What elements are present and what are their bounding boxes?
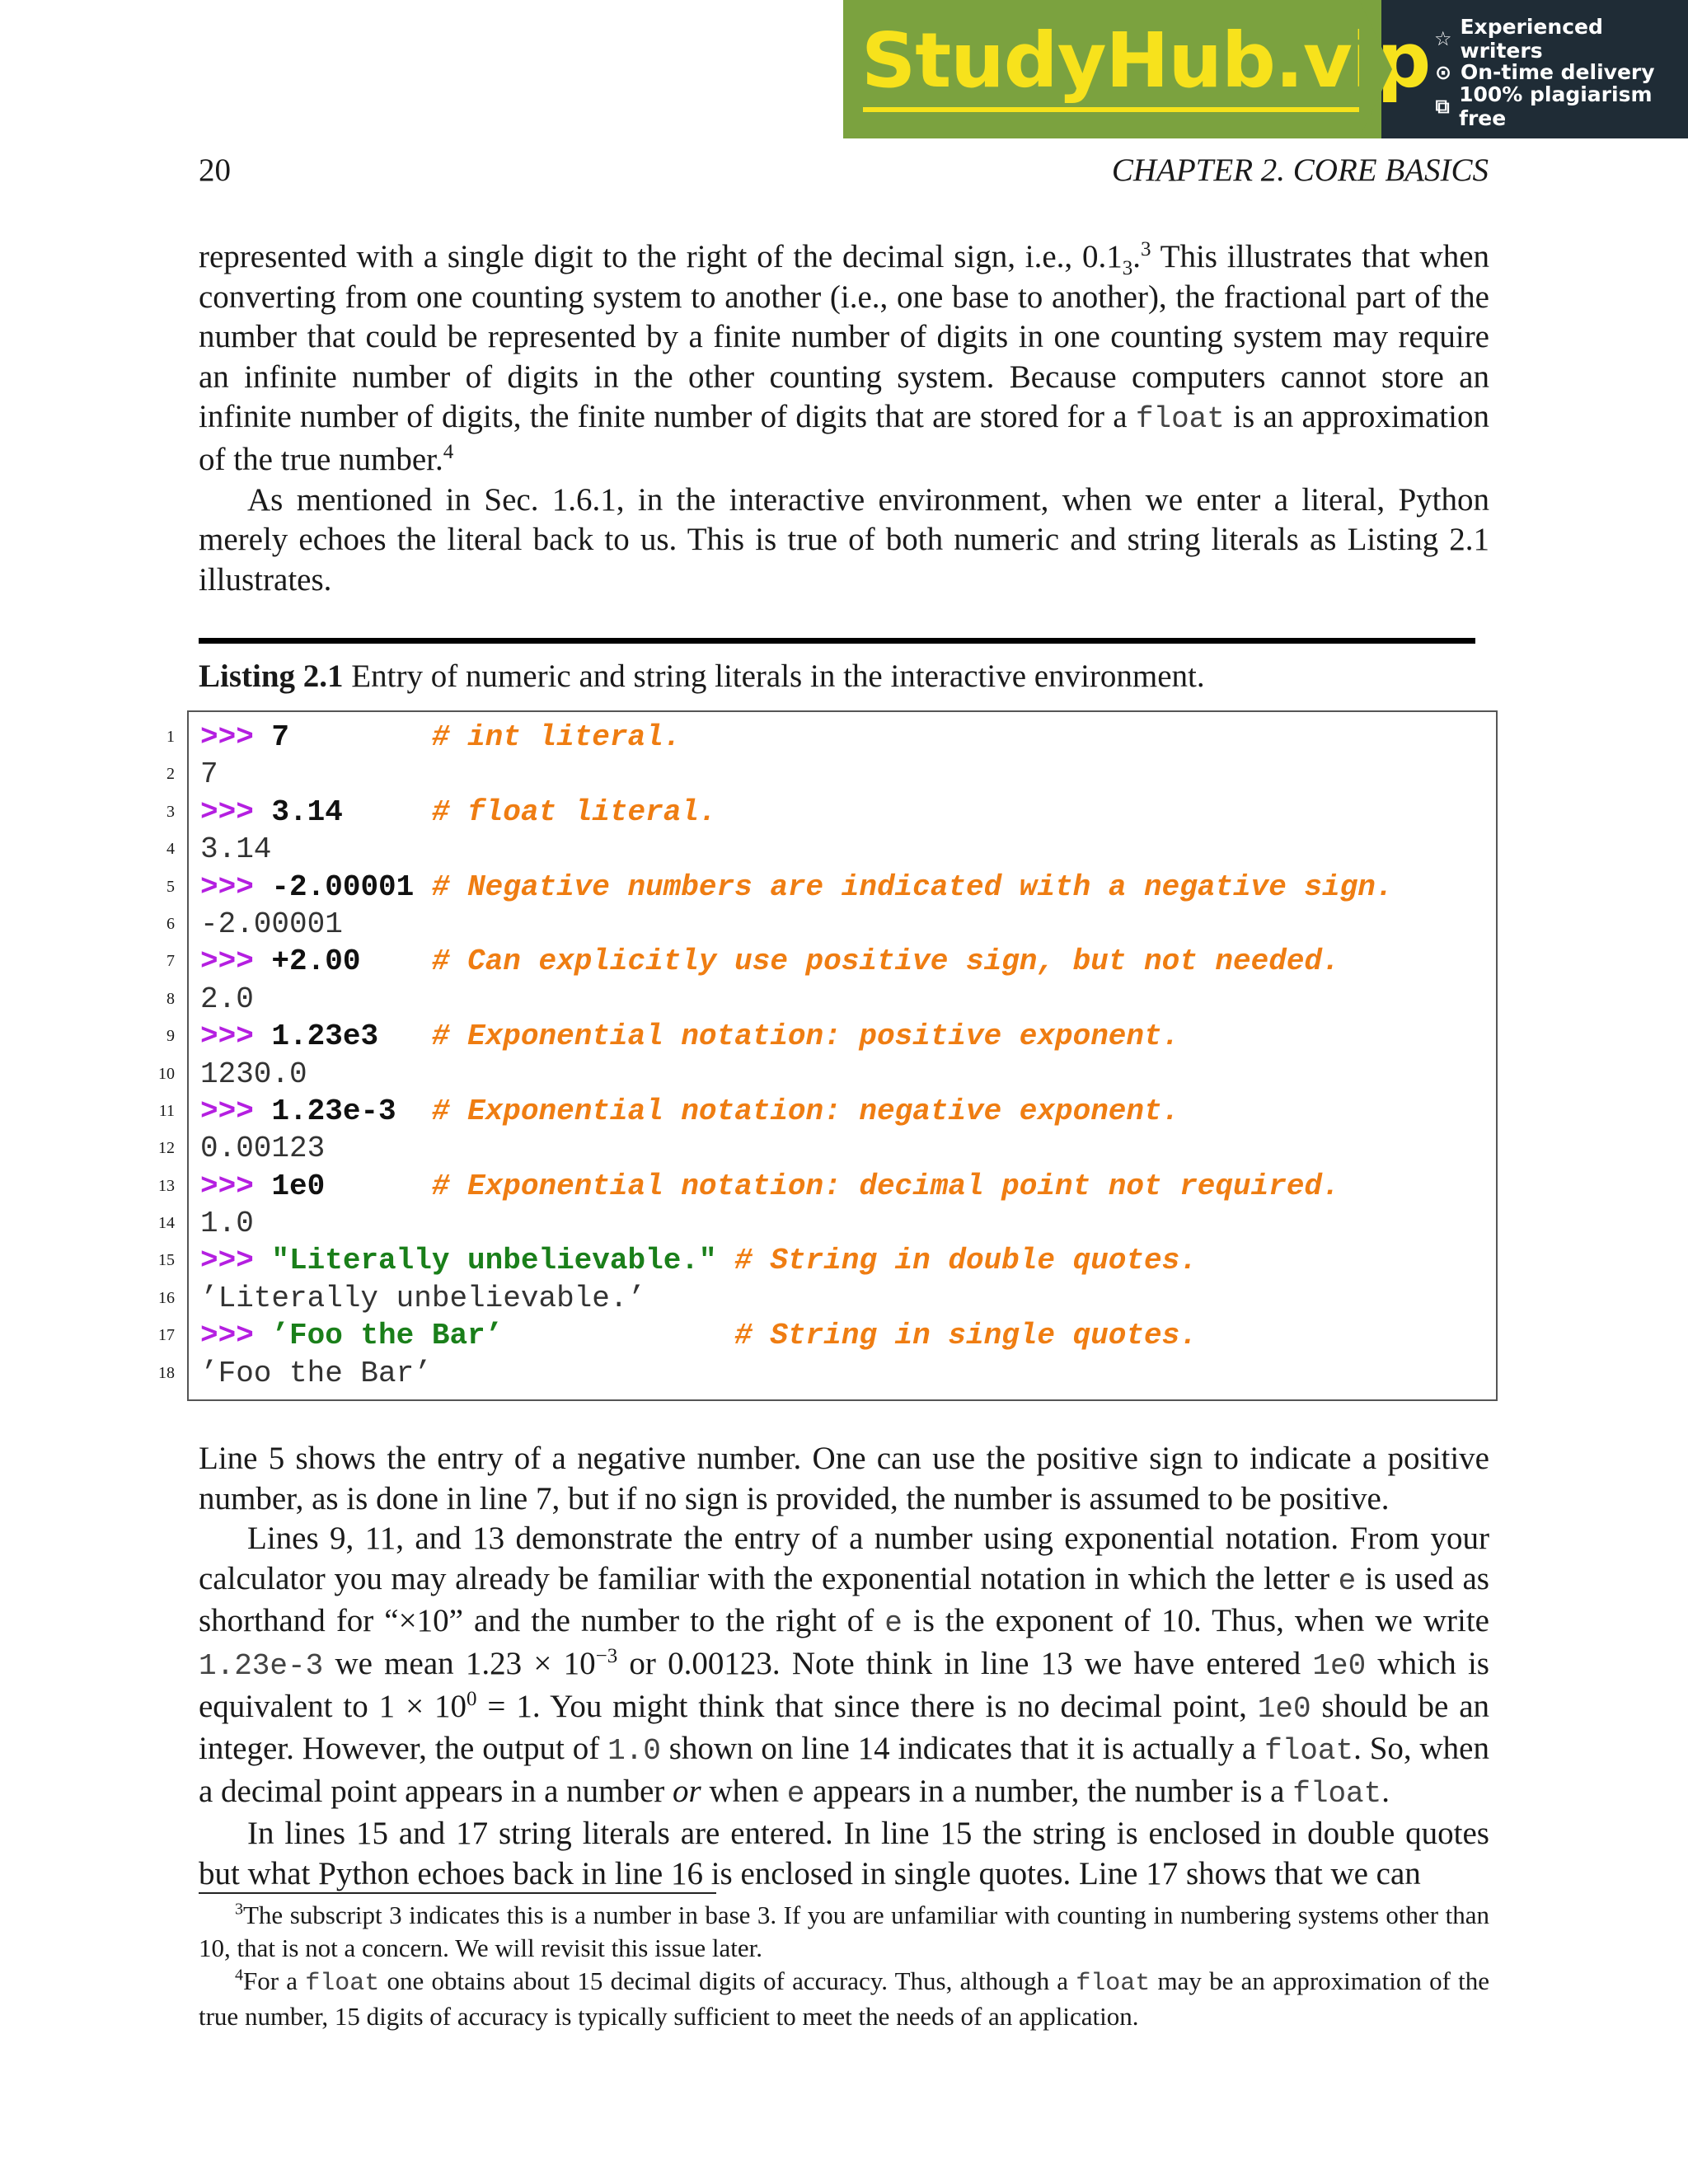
footnote-3: $^3$The subscript 3 indicates this is a number in base 3. If you are unfamiliar with counting in numbering systems other than 10, that is not a concern. We will revisit this issue later. [199,1900,1489,1962]
code-input: 1.23e3 [271,1019,432,1054]
body-paragraph-3: In lines 15 and 17 string literals are entered. In line 15 the string is enclosed in double quotes but what Python echoes back in line 16 is enclosed in single quotes. Line 17 shows that we can [199,1816,1489,1891]
intro-text [199,237,1489,600]
code-output: 3.14 [200,832,272,867]
code-output: 0.00123 [200,1132,326,1166]
line-number: 5 [166,877,175,896]
code-line [200,719,1486,756]
code-prompt: >>> [200,1169,272,1203]
line-number: 6 [166,914,175,933]
code-comment: # Negative numbers are indicated with a negative sign. [431,869,1394,904]
line-number: 18 [158,1363,175,1382]
intro-paragraph-2: As mentioned in Sec. 1.6.1, in the interactive environment, when we enter a literal, Python merely echoes the literal back to us. This is true of both numeric and string literals as Listing 2.1 illustrates. [199,481,1489,598]
code-comment: # float literal. [431,794,717,829]
line-number: 9 [166,1027,175,1046]
copy-icon: ⧉ [1435,94,1450,118]
code-line [200,831,1486,868]
code-string: ’Foo the Bar’ [271,1319,735,1353]
code-input: 7 [271,720,432,754]
logo-text: StudyHub.vip [861,16,1431,105]
line-number: 15 [158,1251,175,1270]
code-line [200,1056,1486,1093]
line-number: 11 [158,1101,175,1120]
code-input: +2.00 [271,944,432,979]
line-number: 8 [166,989,175,1008]
feature-plagiarism: ⧉ 100% plagiarism free [1432,89,1688,123]
line-numbers [152,719,175,1392]
code-prompt: >>> [200,720,272,754]
code-input: 1e0 [271,1169,432,1203]
promo-banner[interactable] [843,0,1688,138]
code-lines [200,719,1486,1392]
feature-writers: ☆ Experienced writers [1433,14,1603,63]
line-number: 4 [166,840,175,859]
code-comment: # Exponential notation: decimal point not required. [431,1169,1340,1203]
code-line [200,1317,1486,1354]
code-line [200,1018,1486,1055]
studyhub-logo[interactable] [843,0,1431,138]
code-input: 1.23e-3 [271,1094,432,1128]
footnote-ref-4: 4 [443,440,454,463]
code-output: 1230.0 [200,1057,307,1091]
chapter-heading: CHAPTER 2. CORE BASICS [1111,152,1489,188]
code-prompt: >>> [200,869,272,904]
line-number: 16 [158,1288,175,1307]
line-number: 17 [158,1326,175,1345]
code-output: 7 [200,757,218,792]
code-line [200,1280,1486,1317]
code-input: -2.00001 [271,869,432,904]
code-line [200,906,1486,943]
code-prompt: >>> [200,1094,272,1128]
code-line [200,756,1486,793]
line-number: 3 [166,802,175,821]
code-comment: # String in single quotes. [734,1319,1198,1353]
clock-icon: ⊙ [1434,60,1452,84]
code-output: ’Foo the Bar’ [200,1356,432,1390]
code-string: "Literally unbelievable." [271,1244,735,1278]
code-comment: # String in double quotes. [734,1244,1198,1278]
code-line [200,869,1486,906]
code-line [200,1242,1486,1279]
line-number: 13 [158,1176,175,1195]
code-output: 1.0 [200,1207,254,1241]
logo-underline [863,107,1361,112]
body-paragraph-1: Line 5 shows the entry of a negative number. One can use the positive sign to indicate a positive number, as is done in line 7, but if no sign is provided, the number is assumed to be positive. [199,1441,1489,1516]
line-number: 1 [166,728,175,746]
code-input: 3.14 [271,794,432,829]
code-line [200,943,1486,980]
page-number: 20 [199,152,231,188]
feature-delivery: ⊙ On-time delivery [1432,55,1688,89]
line-number: 7 [166,952,175,971]
code-line [200,1168,1486,1205]
star-icon: ☆ [1433,26,1452,50]
line-number: 14 [158,1214,175,1233]
code-line [200,794,1486,831]
footnote-ref-3: 3 [1141,238,1151,260]
code-output: ’Literally unbelievable.’ [200,1281,646,1315]
listing-caption: Listing 2.1 Entry of numeric and string literals in the interactive environment. [199,658,1205,694]
code-prompt: >>> [200,794,272,829]
code-line [200,1355,1486,1392]
footnote-4: $^4$For a float one obtains about 15 decimal digits of accuracy. Thus, although a float may be an approximation of the true number, 15 digits of accuracy is typically sufficient to meet the needs of an application. [199,1966,1490,2031]
code-prompt: >>> [200,1244,272,1278]
line-number: 10 [158,1064,175,1083]
code-line [200,1130,1486,1167]
body-text [199,1439,1489,1895]
body-paragraph-2: Lines 9, 11, and 13 demonstrate the entry of a number using exponential notation. From your calculator you may already be familiar with the exponential notation in which the letter e is used as shorthand for “×10” and the number to the right of e is the exponent of 10. Thus, when we write 1.23e-3 we mean $1.23 \times 10^{-3}$ or 0.00123. Note think in line 13 we have entered 1e0 which is equivalent to $1 \times 10^0 = 1$. You might think that since there is no decimal point, 1e0 should be an integer. However, the output of 1.0 shown on line 14 indicates that it is actually a float. So, when a decimal point appears in a number or when e appears in a number, the number is a float. [199,1521,1489,1811]
footnotes [199,1899,1489,2033]
banner-arrow [1359,0,1392,138]
code-prompt: >>> [200,1319,272,1353]
listing-label: Listing 2.1 [199,658,344,694]
code-comment: # Exponential notation: positive exponent. [431,1019,1180,1054]
line-number: 2 [166,765,175,784]
code-output: -2.00001 [200,907,343,941]
intro-paragraph-1: represented with a single digit to the right of the decimal sign, i.e., $0.1_3.^3$ This illustrates that when converting from one counting system to another (i.e., one base to another), the fractional part of the number that could be represented by a finite number of digits in one counting system may require an infinite number of digits in the other counting system. Because computers cannot store an infinite number of digits, the finite number of digits that are stored for a float is an approximation of the true number.$^4$ [199,238,1490,477]
line-number: 12 [158,1139,175,1158]
code-comment: # Can explicitly use positive sign, but not needed. [431,944,1340,979]
code-line [200,1093,1486,1130]
code-prompt: >>> [200,944,272,979]
footnote-rule [199,1892,716,1894]
code-prompt: >>> [200,1019,272,1054]
listing-top-rule [199,638,1475,644]
code-comment: # int literal. [431,720,682,754]
code-line [200,981,1486,1018]
code-line [200,1205,1486,1242]
code-output: 2.0 [200,982,254,1016]
code-comment: # Exponential notation: negative exponent. [431,1094,1180,1128]
